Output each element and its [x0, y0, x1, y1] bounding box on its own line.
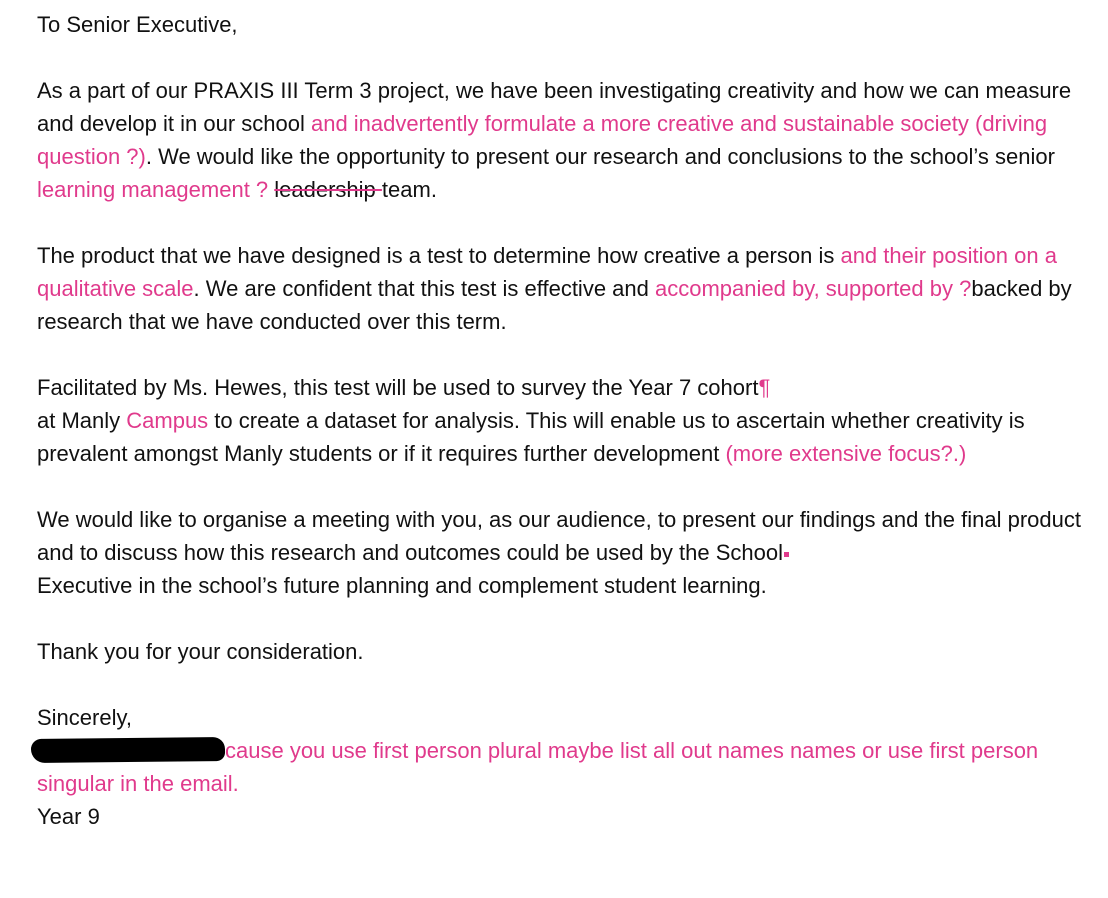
intro-text-2: . We would like the opportunity to present our research and conclusions to the school’s senior: [145, 144, 1055, 169]
signoff: [37, 800, 1087, 833]
intro-text-3: team.: [381, 177, 437, 202]
intro-text-1: As a part of our PRAXIS III Term 3 project, we have been investigating creativity and how we can measure and develop it in our school: [37, 78, 1072, 136]
product-text-1: The product that we have designed is a test to determine how creative a person is: [37, 243, 841, 268]
closing: [37, 701, 1087, 734]
greeting: [37, 8, 1087, 41]
pilcrow-mark: ¶: [758, 375, 771, 400]
comment-more-focus: (more extensive focus?.): [725, 441, 967, 466]
redacted-names: [31, 737, 225, 763]
comment-campus: Campus: [126, 408, 209, 433]
comment-accompanied-by: accompanied by, supported by ?: [655, 276, 972, 301]
product-text-2: . We are confident that this test is effective and: [193, 276, 655, 301]
signature-line: [37, 734, 1087, 800]
closing-text: Sincerely,: [37, 705, 132, 730]
paragraph-survey: [37, 371, 1087, 470]
product-text-3: backed by research that we have conducted over this term.: [37, 276, 1072, 334]
paragraph-thanks: [37, 635, 1087, 668]
comment-driving-question: and inadvertently formulate a more creative and sustainable society (driving question ?): [37, 111, 1048, 169]
survey-text-2: at Manly: [37, 408, 127, 433]
email-body: [37, 8, 1087, 833]
comment-first-person: cause you use first person plural maybe list all out names names or use first person singular in the email.: [37, 738, 1039, 796]
meeting-text-1: We would like to organise a meeting with you, as our audience, to present our findings and the final product and to discuss how this research and outcomes could be used by the School: [37, 507, 1082, 565]
meeting-text-2: Executive in the school’s future planning and complement student learning.: [37, 573, 767, 598]
survey-text-1: Facilitated by Ms. Hewes, this test will be used to survey the Year 7 cohort: [37, 375, 759, 400]
struck-leadership: leadership: [274, 177, 382, 202]
paragraph-intro: [37, 74, 1087, 206]
paragraph-meeting: [37, 503, 1087, 602]
signoff-text: Year 9: [37, 804, 100, 829]
survey-text-3: to create a dataset for analysis. This will enable us to ascertain whether creativity is prevalent amongst Manly students or if it requires further development: [37, 408, 1025, 466]
comment-qualitative-scale: and their position on a qualitative scale: [37, 243, 1057, 301]
comment-learning-management: learning management ?: [37, 177, 275, 202]
greeting-text: To Senior Executive,: [37, 12, 238, 37]
thanks-text: Thank you for your consideration.: [37, 639, 364, 664]
paragraph-product: [37, 239, 1087, 338]
comment-marker: [784, 552, 789, 557]
